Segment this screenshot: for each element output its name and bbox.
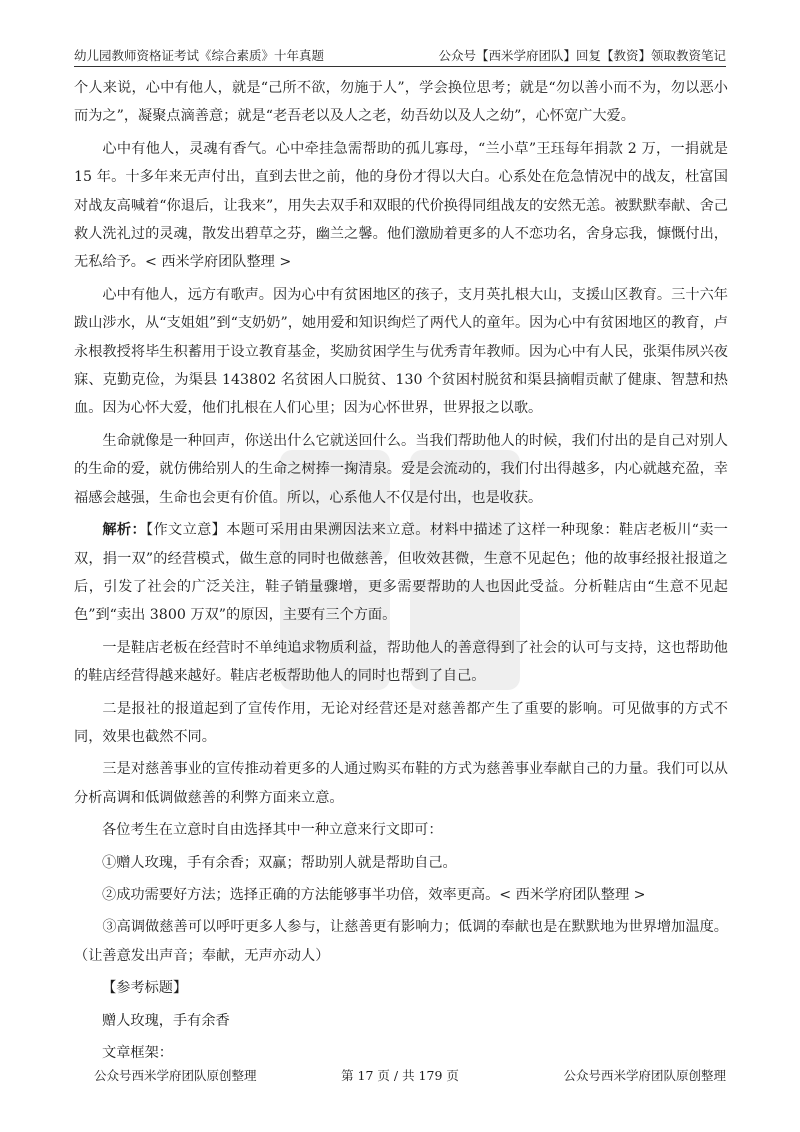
header-title: 幼儿园教师资格证考试《综合素质》十年真题 bbox=[74, 48, 325, 63]
paragraph-point-2: 二是报社的报道起到了宣传作用，无论对经营还是对慈善都产生了重要的影响。可见做事的方式不同，效果也截然不同。 bbox=[74, 700, 728, 745]
footer-left: 公众号西米学府团队原创整理 bbox=[94, 1068, 257, 1083]
analysis-label: 解析： bbox=[102, 522, 147, 539]
paragraph-intro: 个人来说，心中有他人，就是“己所不欲，勿施于人”，学会换位思考；就是“勿以善小而不为，勿以恶小而为之”，凝聚点滴善意；就是“老吾老以及人之老，幼吾幼以及人之幼”，心怀宽广大爱。 bbox=[74, 80, 728, 125]
paragraph-song: 心中有他人，远方有歌声。因为心中有贫困地区的孩子，支月英扎根大山，支援山区教育。三十六年跋山涉水，从“支姐姐”到“支奶奶”，她用爱和知识绚烂了两代人的童年。因为心中有贫困地区的教育，卢永根教授将毕生积蓄用于设立教育基金，奖励贫困学生与优秀青年教师。因为心中有人民，张渠伟夙兴夜寐、克勤克俭，为渠县 143802 名贫困人口脱贫、130 个贫困村脱贫和渠县摘帽贡献了健康、智慧和热血。因为心怀大爱，他们扎根在人们心里；因为心怀世界，世界报之以歌。 bbox=[74, 286, 728, 417]
reference-frame: 文章框架： bbox=[102, 1045, 173, 1061]
document-body bbox=[74, 74, 728, 1071]
header-promo: 公众号【西米学府团队】回复【教资】领取教资笔记 bbox=[438, 48, 726, 63]
option-3: ③高调做慈善可以呼吁更多人参与，让慈善更有影响力；低调的奉献也是在默默地为世界增加温度。（让善意发出声音；奉献，无声亦动人） bbox=[74, 919, 728, 964]
paragraph-point-3: 三是对慈善事业的宣传推动着更多的人通过购买布鞋的方式为慈善事业奉献自己的力量。我们可以从分析高调和低调做慈善的利弊方面来立意。 bbox=[74, 761, 728, 806]
footer-right: 公众号西米学府团队原创整理 bbox=[563, 1068, 726, 1083]
reference-title: 赠人玫瑰，手有余香 bbox=[102, 1012, 230, 1029]
page-footer bbox=[74, 1066, 726, 1086]
page-number: 第 17 页 / 共 179 页 bbox=[341, 1068, 459, 1083]
reference-heading: 【参考标题】 bbox=[102, 980, 188, 997]
paragraph-echo: 生命就像是一种回声，你送出什么它就送回什么。当我们帮助他人的时候，我们付出的是自己对别人的生命的爱，就仿佛给别人的生命之树捧一掬清泉。爱是会流动的，我们付出得越多，内心就越充盈，幸福感会越强，生命也会更有价值。所以，心系他人不仅是付出，也是收获。 bbox=[74, 432, 728, 506]
analysis-text: 【作文立意】本题可采用由果溯因法来立意。材料中描述了这样一种现象：鞋店老板川“卖一双，捐一双”的经营模式，做生意的同时也做慈善，但收效甚微，生意不见起色；他的故事经报社报道之后，引发了社会的广泛关注，鞋子销量骤增，更多需要帮助的人也因此受益。分析鞋店由“生意不见起色”到“卖出 3800 万双”的原因，主要有三个方面。 bbox=[74, 522, 728, 624]
paragraph-point-1: 一是鞋店老板在经营时不单纯追求物质利益，帮助他人的善意得到了社会的认可与支持，这也帮助他的鞋店经营得越来越好。鞋店老板帮助他人的同时也帮到了自己。 bbox=[74, 639, 728, 685]
paragraph-fragrance: 心中有他人，灵魂有香气。心中牵挂急需帮助的孤儿寡母，“兰小草”王珏每年捐款 2 万，一捐就是 15 年。十多年来无声付出，直到去世之前，他的身份才得以大白。心系处在危急情况中的战友，杜富国对战友高喊着“你退后，让我来”，用失去双手和双眼的代价换得同组战友的安然无恙。被默默奉献、舍己救人洗礼过的灵魂，散发出碧草之芬，幽兰之馨。他们激励着更多的人不恋功名，舍身忘我，慷慨付出，无私给予。< 西米学府团队整理 > bbox=[74, 140, 728, 271]
page-header bbox=[74, 44, 726, 67]
paragraph-analysis bbox=[74, 516, 728, 630]
option-2: ②成功需要好方法；选择正确的方法能够事半功倍，效率更高。< 西米学府团队整理 > bbox=[102, 886, 646, 903]
option-1: ①赠人玫瑰，手有余香；双赢；帮助别人就是帮助自己。 bbox=[102, 854, 457, 871]
paragraph-instruction: 各位考生在立意时自由选择其中一种立意来行文即可： bbox=[102, 822, 443, 839]
